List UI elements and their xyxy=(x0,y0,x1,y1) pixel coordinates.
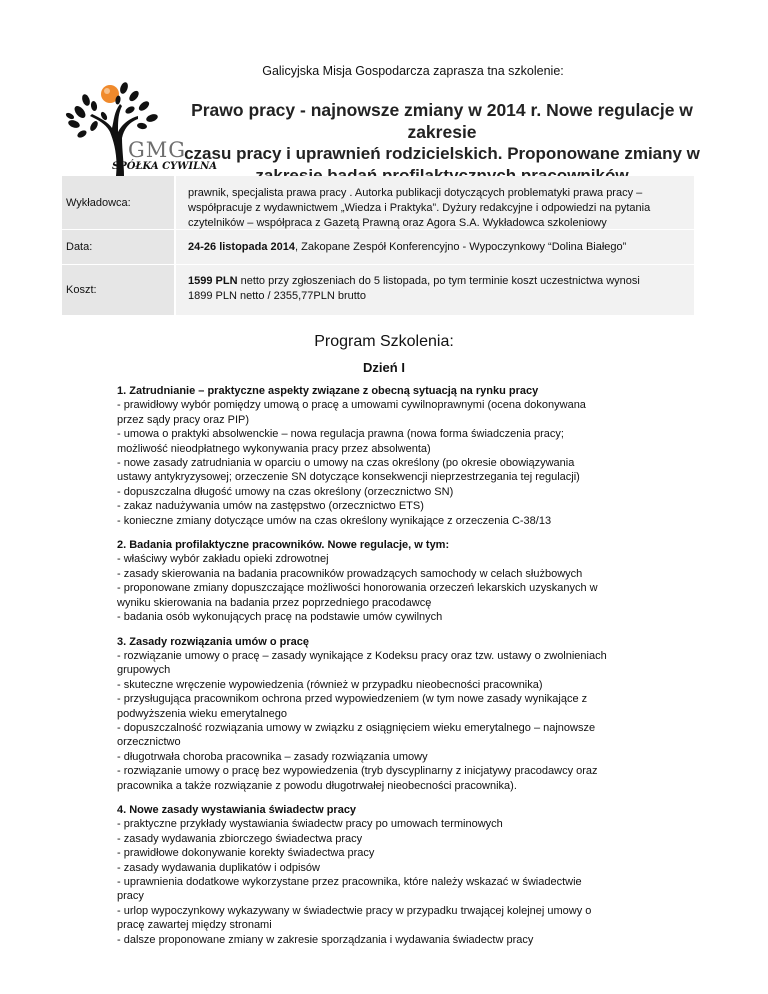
section-heading: 3. Zasady rozwiązania umów o pracę xyxy=(117,635,309,648)
intro-text: Galicyjska Misja Gospodarcza zaprasza tna szkolenie: xyxy=(262,64,564,78)
cost-rest: netto przy zgłoszeniach do 5 listopada, po tym terminie koszt uczestnictwa wynosi xyxy=(237,275,640,287)
section-line: - rozwiązanie umowy o pracę bez wypowiedzenia (tryb dyscyplinarny z inicjatywy pracodawcy oraz xyxy=(117,765,598,778)
lecturer-line-3: czytelników – współpraca z Gazetą Prawną oraz Agora S.A. Wykładowca szkoleniowy xyxy=(188,217,607,229)
section-line: wyniku skierowania na badania przez poprzedniego pracodawcę xyxy=(117,596,432,609)
lecturer-value xyxy=(174,176,694,229)
section-heading: 1. Zatrudnianie – praktyczne aspekty związane z obecną sytuacją na rynku pracy xyxy=(117,385,539,397)
logo-name: GMG xyxy=(128,138,187,162)
section-line: możliwość nieodpłatnego wykonywania pracy przez absolwenta) xyxy=(117,442,431,455)
section-line: orzecznictwo xyxy=(117,736,181,749)
section-line: - właściwy wybór zakładu opieki zdrowotnej xyxy=(117,553,329,566)
section-line: - praktyczne przykłady wystawiania świadectw pracy po umowach terminowych xyxy=(117,818,503,831)
info-row-lecturer xyxy=(62,176,694,230)
program-section-1 xyxy=(117,384,657,528)
program-section-2 xyxy=(117,538,657,624)
section-line: - zasady skierowania na badania pracowników prowadzących samochody w celach służbowych xyxy=(117,567,583,580)
section-line: - skuteczne wręczenie wypowiedzenia (również w przypadku nieobecności pracownika) xyxy=(117,678,543,691)
section-line: - prawidłowy wybór pomiędzy umową o pracę a umowami cywilnoprawnymi (ocena dokonywana xyxy=(117,399,586,412)
info-table xyxy=(62,176,694,316)
section-line: - nowe zasady zatrudniania w oparciu o umowy na czas określony (po okresie obowiązywania xyxy=(117,457,575,470)
lecturer-line-1: prawnik, specjalista prawa pracy . Autorka publikacji dotyczących problematyki prawa pracy – xyxy=(188,187,643,199)
title-line-1: Prawo pracy - najnowsze zmiany w 2014 r. Nowe regulacje w zakresie xyxy=(191,100,693,142)
day-title: Dzień I xyxy=(363,360,405,375)
section-line: - uprawnienia dodatkowe wykorzystane przez pracownika, które należy wskazać w świadectwie xyxy=(117,876,582,888)
section-line: pracę zawartej między stronami xyxy=(117,919,272,932)
section-line: podwyższenia wieku emerytalnego xyxy=(117,707,287,720)
section-line: ustawy antykryzysowej; orzeczenie SN dotyczące konsekwencji nieprzestrzegania tej regulacji) xyxy=(117,471,580,484)
date-rest: , Zakopane Zespół Konferencyjno - Wypoczynkowy “Dolina Białego” xyxy=(295,240,627,253)
section-line: - dalsze proponowane zmiany w zakresie sporządzania i wydawania świadectw pracy xyxy=(117,933,534,946)
section-line: - proponowane zmiany dopuszczające możliwości honorowania orzeczeń lekarskich uzyskanych w xyxy=(117,582,598,595)
training-title xyxy=(172,99,712,187)
section-line: - przysługująca pracownikom ochrona przed wypowiedzeniem (w tym nowe zasady wynikające z xyxy=(117,693,588,706)
section-line: pracy xyxy=(117,890,144,903)
section-line: - prawidłowe dokonywanie korekty świadectwa pracy xyxy=(117,847,375,860)
section-line: - konieczne zmiany dotyczące umów na czas określony wynikające z orzeczenia C-38/13 xyxy=(117,514,552,527)
section-line: - umowa o praktyki absolwenckie – nowa regulacja prawna (nowa forma świadczenia pracy; xyxy=(117,428,564,441)
lecturer-line-2: współpracuje z wydawnictwem „Wiedza i Praktyka”. Dyżury redakcyjne i odpowiedzi na pytania xyxy=(188,202,651,214)
lecturer-label: Wykładowca: xyxy=(62,176,174,229)
date-label: Data: xyxy=(62,230,174,264)
section-heading: 4. Nowe zasady wystawiania świadectw pracy xyxy=(117,803,357,816)
info-row-date xyxy=(62,230,694,265)
cost-bold: 1599 PLN xyxy=(188,275,238,287)
program-body xyxy=(117,384,657,957)
section-line: - zasady wydawania zbiorczego świadectwa pracy xyxy=(117,832,363,845)
program-section-4 xyxy=(117,803,657,947)
cost-line-2: 1899 PLN netto / 2355,77PLN brutto xyxy=(188,290,366,302)
date-bold: 24-26 listopada 2014 xyxy=(188,240,296,253)
section-line: przez sądy pracy oraz PIP) xyxy=(117,413,250,426)
section-line: pracownika a także rozwiązanie z powodu długotrwałej nieobecności pracownika). xyxy=(117,779,517,792)
info-row-cost xyxy=(62,265,694,316)
title-line-2: czasu pracy i uprawnień rodzicielskich. Proponowane zmiany w xyxy=(184,144,700,163)
cost-value xyxy=(174,265,694,315)
program-section-3 xyxy=(117,635,657,793)
section-line: grupowych xyxy=(117,664,171,677)
section-line: - zasady wydawania duplikatów i odpisów xyxy=(117,861,320,874)
section-heading: 2. Badania profilaktyczne pracowników. Nowe regulacje, w tym: xyxy=(117,539,450,552)
section-line: - urlop wypoczynkowy wykazywany w świadectwie pracy w przypadku trwającej kolejnej umowy o xyxy=(117,904,592,917)
section-line: - dopuszczalność rozwiązania umowy w związku z osiągnięciem wieku emerytalnego – najnowsze xyxy=(117,721,596,734)
section-line: - dopuszczalna długość umowy na czas określony (orzecznictwo SN) xyxy=(117,485,454,498)
program-title: Program Szkolenia: xyxy=(314,333,454,350)
section-line: - zakaz nadużywania umów na zastępstwo (orzecznictwo ETS) xyxy=(117,500,424,513)
section-line: - badania osób wykonujących pracę na podstawie umów cywilnych xyxy=(117,611,443,624)
logo-subtitle: SPÓŁKA CYWILNA xyxy=(112,161,218,172)
section-line: - rozwiązanie umowy o pracę – zasady wynikające z Kodeksu pracy oraz tzw. ustawy o zwolnieniach xyxy=(117,649,607,662)
cost-label: Koszt: xyxy=(62,265,174,315)
date-value xyxy=(174,230,694,264)
section-line: - długotrwała choroba pracownika – zasady rozwiązania umowy xyxy=(117,750,428,763)
